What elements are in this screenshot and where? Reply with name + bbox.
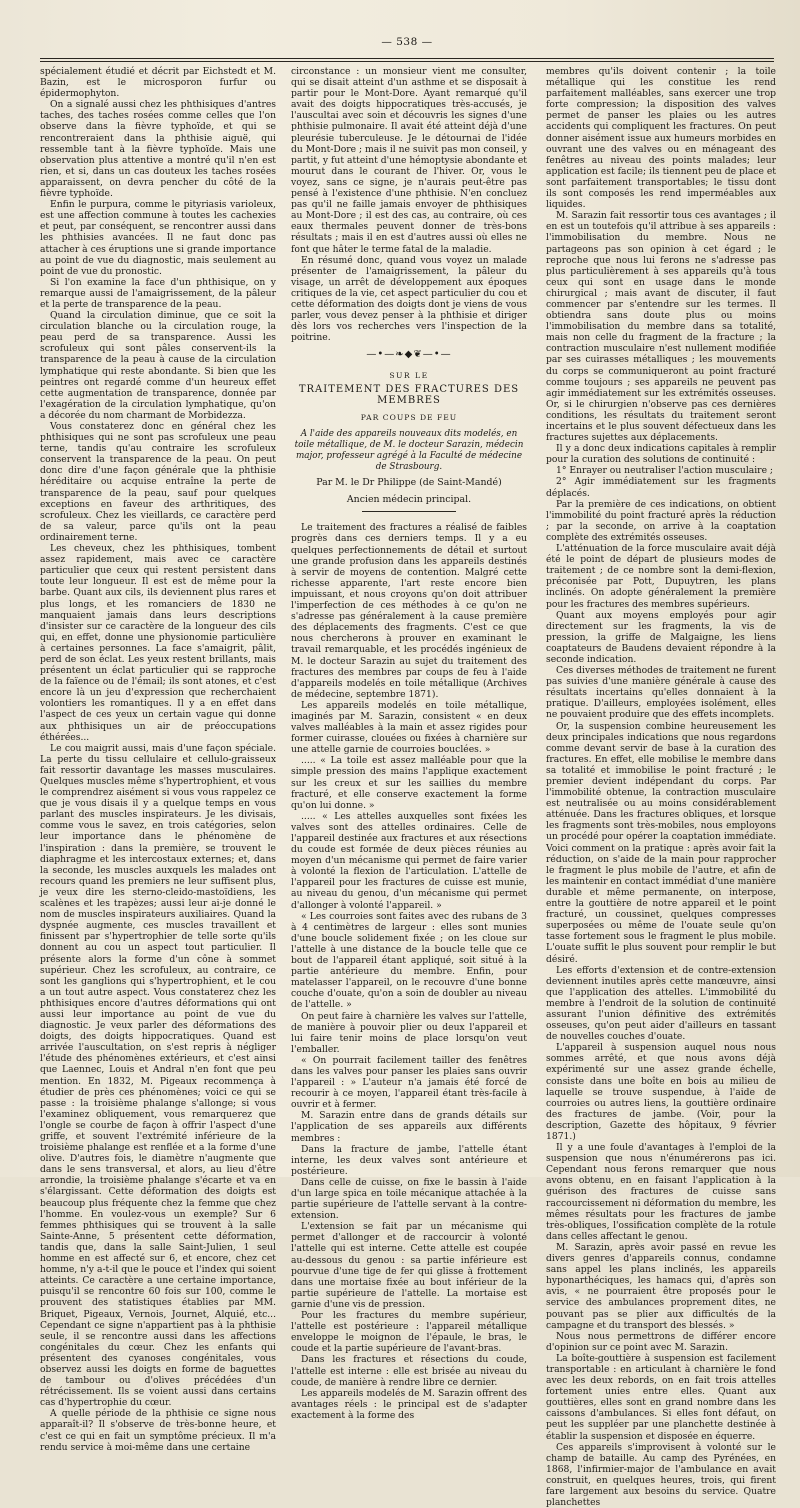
paragraph: Enfin le purpura, comme le pityriasis varioleux, est une affection commune à toutes les cachexies et peut, par conséquent, se rencontrer aussi dans les phthisies avancées. Il ne faut donc pas attacher à ces éruptions une si grande importance au point de vue du diagnostic, mais seulement au point de vue du pronostic. bbox=[40, 199, 276, 277]
paragraph: L'atténuation de la force musculaire avait déjà été le point de départ de plusieurs modes de traitement ; de ce nombre sont la demi-flexion, préconisée par Pott, Dupuytren, les plans inclinés. On adopte généralement la première pour les fractures des membres supérieurs. bbox=[546, 543, 776, 610]
paragraph: On a signalé aussi chez les phthisiques d'antres taches, des taches rosées comme celles que l'on observe dans la fièvre typhoïde, et qui se rencontreraient dans la phthisie aiguë, qui ressemble tant à la fièvre typhoïde. Mais une observation plus attentive a montré qu'il n'en est rien, et si, dans un cas douteux les taches rosées apparaissent, on devra pencher du côté de la fièvre typhoïde. bbox=[40, 99, 276, 200]
paragraph: spécialement étudié et décrit par Eichstedt et M. Bazin, est le microsporon furfur ou épidermophyton. bbox=[40, 66, 276, 100]
byline-rule bbox=[362, 511, 456, 512]
article-byline-role: Ancien médecin principal. bbox=[346, 494, 472, 506]
section-ornament: —•—❧◆❦—•— bbox=[366, 349, 452, 361]
paragraph: Il y a donc deux indications capitales à remplir pour la curation des solutions de continuité : bbox=[546, 443, 776, 466]
page-number: — 538 — bbox=[381, 36, 433, 48]
paragraph: Le traitement des fractures a réalisé de faibles progrès dans ces derniers temps. Il y a eu quelques perfectionnements de détail et surtout une grande profusion dans les appareils destinés à servir de moyens de contention. Malgré cette richesse apparente, l'art reste encore bien impuissant, et nous croyons qu'on doit attribuer l'imperfection de ces méthodes à ce qu'on ne s'adresse pas généralement à la cause première des déplacements des fragments. C'est ce que nous chercherons à prouver en examinant le travail remarquable, et les procédés ingénieux de M. le docteur Sarazin au sujet du traitement des fractures des membres par coups de feu à l'aide d'appareils modelés en toile métallique (Archives de médecine, septembre 1871). bbox=[291, 522, 527, 700]
column-middle-top bbox=[291, 66, 527, 343]
paragraph: 1° Enrayer ou neutraliser l'action musculaire ; bbox=[556, 465, 774, 477]
paragraph: Les cheveux, chez les phthisiques, tombent assez rapidement, mais avec ce caractère particulier que ceux qui restent persistent dans toute leur longueur. Il est est de même pour la barbe. Quant aux cils, ils deviennent plus rares et plus longs, et les romanciers de 1830 ne manquaient jamais dans leurs descriptions d'insister sur ce caractère de la longueur des cils qui, en effet, donne une physionomie particulière à certaines personnes. La face s'amaigrit, pâlit, perd de son éclat. Les yeux restent brillants, mais présentent un éclat particulier qui se rapproche de la faïence ou de l'émail; ils sont atones, et c'est encore là un jeu d'expression que recherchaient volontiers les romantiques. Il y a en effet dans l'aspect de ces yeux un certain vague qui donne aux phthisiques un air de préoccupations éthérées... bbox=[40, 543, 276, 743]
paragraph: Quand la circulation diminue, que ce soit la circulation blanche ou la circulation rouge, la peau perd de sa transparence. Aussi les scrofuleux qui sont pâles conservent-ils la transparence de la peau à cause de la circulation lymphatique qui reste abondante. Si bien que les peintres ont regardé comme d'un heureux effet cette augmentation de transparence, donnée par l'exagération de la circulation lymphatique, qu'on a décorée du nom charmant de Morbidezza. bbox=[40, 310, 276, 421]
paragraph: Les appareils modelés de M. Sarazin offrent des avantages réels : le principal est de s'adapter exactement à la forme des bbox=[291, 1387, 527, 1421]
paragraph: A quelle période de la phthisie ce signe nous apparaît-il? Il s'observe de très-bonne heure, et c'est ce qui en fait un symptôme précieux. Il m'a rendu service à moi-même dans une certaine bbox=[40, 1408, 276, 1453]
paragraph: « Les courroies sont faites avec des rubans de 3 à 4 centimètres de largeur : elles sont munies d'une boucle solidement fixée ; on les cloue sur l'attelle à une distance de la boucle telle que ce bout de l'appareil étant appliqué, soit situé à la partie antérieure du membre. Enfin, pour matelasser l'appareil, on le recouvre d'une bonne couche d'ouate, qu'on a soin de doubler au niveau de l'attelle. » bbox=[291, 910, 527, 1011]
paragraph: Vous constaterez donc en général chez les phthisiques qui ne sont pas scrofuleux une peau terne, tandis qu'au contraire les scrofuleux conservent la transparence de la peau. On peut donc dire d'une façon générale que la phthisie héréditaire ou acquise entraîne la perte de transparence de la peau, sauf pour quelques exceptions en faveur des arthritiques, des scrofuleux. Chez les vieillards, ce caractère perd de sa valeur, parce qu'ils ont la peau ordinairement terne. bbox=[40, 421, 276, 543]
column-right bbox=[546, 66, 776, 1508]
column-middle bbox=[291, 66, 527, 1421]
article-kicker: SUR LE bbox=[389, 371, 429, 381]
paragraph: L'appareil à suspension auquel nous nous sommes arrêté, et que nous avons déjà expérimenté sur une assez grande échelle, consiste dans une boîte en bois au milieu de laquelle se trouve suspendue, à l'aide de courroies ou autres liens, la gouttière ordinaire des fractures de jambe. (Voir, pour la description, Gazette des hôpitaux, 9 février 1871.) bbox=[546, 1042, 776, 1142]
paragraph: M. Sarazin fait ressortir tous ces avantages ; il en est un toutefois qu'il attribue à ses appareils : l'immobilisation du membre. Nous ne partageons pas son opinion à cet égard ; le reproche que nous lui ferons ne s'adresse pas plus particulièrement à ses appareils qu'à tous ceux qui sont en usage dans le monde chirurgical ; mais avant de discuter, il faut commencer par s'entendre sur les termes. Il obtiendra sans doute plus ou moins l'immobilisation du membre dans sa totalité, mais non celle du fragment de la fracture ; la contraction musculaire n'est nullement modifiée par ses cuirasses métalliques ; les mouvements du corps se communiqueront au point fracturé comme toujours ; ses appareils ne peuvent pas agir immédiatement sur les extrémités osseuses. Or, si le chirurgien n'observe pas ces dernières conditions, les résultats du traitement seront incertains et le plus souvent défectueux dans les fractures sujettes aux déplacements. bbox=[546, 210, 776, 444]
paragraph: ..... « La toile est assez malléable pour que la simple pression des mains l'applique exactement sur les creux et sur les saillies du membre fracturé, et elle conserve exactement la forme qu'on lui donne. » bbox=[291, 755, 527, 811]
paragraph: Or, la suspension combine heureusement les deux principales indications que nous regardons comme devant servir de base à la curation des fractures. En effet, elle mobilise le membre dans sa totalité et immobilise le point fracturé ; le premier devient indépendant du corps. Par l'immobilité obtenue, la contraction musculaire est neutralisée ou au moins considérablement atténuée. Dans les fractures obliques, et lorsque les fragments sont très-mobiles, nous employons un procédé pour opérer la coaptation immédiate. Voici comment on la pratique : après avoir fait la réduction, on s'aide de la main pour rapprocher le fragment le plus mobile de l'autre, et afin de les maintenir en contact immédiat d'une manière durable et même permanente, on interpose, entre la gouttière de notre appareil et le point fracturé, un coussinet, quelques compresses superposées ou même de l'ouate seule qu'on tasse fortement sous le fragment le plus mobile. L'ouate suffit le plus souvent pour remplir le but désiré. bbox=[546, 720, 776, 965]
paragraph: Les appareils modelés en toile métallique, imaginés par M. Sarazin, consistent « en deux valves malléables à la main et assez rigides pour former cuirasse, clouées ou fixées à charnière sur une attelle garnie de courroies bouclées. » bbox=[291, 699, 527, 756]
paragraph: M. Sarazin, après avoir passé en revue les divers genres d'appareils connus, condamne sans appel les plans inclinés, les appareils hyponarthéciques, les hamacs qui, d'après son avis, « ne pourraient être proposés pour le service des ambulances proprement dites, ne pouvant pas se plier aux difficultés de la campagne et du transport des blessés. » bbox=[546, 1241, 776, 1331]
paragraph: M. Sarazin entre dans de grands détails sur l'application de ses appareils aux différents membres : bbox=[291, 1110, 527, 1144]
column-left bbox=[40, 66, 276, 1453]
article-title: TRAITEMENT DES FRACTURES DES MEMBRES bbox=[298, 383, 520, 406]
paragraph: « On pourrait facilement tailler des fenêtres dans les valves pour panser les plaies sans ouvrir l'appareil : » L'auteur n'a jamais été forcé de recourir à ce moyen, l'appareil étant très-facile à ouvrir et à fermer. bbox=[291, 1054, 527, 1111]
paragraph: Pour les fractures du membre supérieur, l'attelle est postérieure : l'appareil métallique enveloppe le moignon de l'épaule, le bras, le coude et la partie supérieure de l'avant-bras. bbox=[291, 1310, 527, 1355]
paragraph: membres qu'ils doivent contenir ; la toile métallique qui les constitue les rend parfaitement malléables, sans exercer une trop forte compression; la disposition des valves permet de panser les plaies ou les autres accidents qui compliquent les fractures. On peut donner aisément issue aux humeurs morbides en ouvrant une des valves ou en ménageant des fenêtres au niveau des points malades; leur application est facile; ils tiennent peu de place et sont parfaitement transportables; le tissu dont ils sont composés les rend imperméables aux liquides. bbox=[546, 66, 776, 211]
paragraph: Dans celle de cuisse, on fixe le bassin à l'aide d'un large spica en toile mécanique attachée à la partie supérieure de l'attelle servant à la contre-extension. bbox=[291, 1176, 527, 1222]
paragraph: Il y a une foule d'avantages à l'emploi de la suspension que nous n'énumérerons pas ici. Cependant nous ferons remarquer que nous avons obtenu, en en faisant l'application à la guérison des fractures de cuisse sans raccourcissement ni déformation du membre, les mêmes résultats pour les fractures de jambe très-obliques, l'ossification complète de la rotule dans celles affectant le genou. bbox=[546, 1142, 776, 1242]
paragraph: On peut faire à charnière les valves sur l'attelle, de manière à pouvoir plier ou deux l'appareil et lui faire tenir moins de place lorsqu'on veut l'emballer. bbox=[291, 1010, 527, 1055]
paragraph: L'extension se fait par un mécanisme qui permet d'allonger et de raccourcir à volonté l'attelle qui est interne. Cette attelle est coupée au-dessous du genou : sa partie inférieure est pourvue d'une tige de fer qui glisse à frottement dans une mortaise fixée au bout inférieur de la partie supérieure de l'attelle. La mortaise est garnie d'une vis de pression. bbox=[291, 1221, 527, 1310]
paragraph: En résumé donc, quand vous voyez un malade présenter de l'amaigrissement, la pâleur du visage, un arrêt de développement aux époques critiques de la vie, cet aspect particulier du cou et cette déformation des doigts dont je viens de vous parler, vous devez penser à la phthisie et diriger dès lors vos recherches vers l'inspection de la poitrine. bbox=[291, 254, 527, 344]
paragraph: 2° Agir immédiatement sur les fragments déplacés. bbox=[546, 476, 776, 499]
article-description: A l'aide des appareils nouveaux dits modelés, en toile métallique, de M. le docteur Sarazin, médecin major, professeur agrégé à la Faculté de médecine de Strasbourg. bbox=[294, 428, 524, 473]
paragraph: Le cou maigrit aussi, mais d'une façon spéciale. La perte du tissu cellulaire et cellulo-graisseux fait ressortir davantage les masses musculaires. Quelques muscles même s'hypertrophient, et vous le comprendrez aisément si vous vous rappelez ce que je vous disais il y a quelque temps en vous parlant des muscles inspirateurs. Je les divisais, comme vous le savez, en trois catégories, selon leur importance dans le phénomène de l'inspiration : dans la première, se trouvent le diaphragme et les intercostaux externes; et, dans la seconde, les muscles auxquels les malades ont recours quand les premiers ne leur suffisent plus, je veux dire les sterno-cleido-mastoïdiens, les scalènes et les trapèzes; aussi leur ai-je donné le nom de muscles inspirateurs auxiliaires. Quand la dyspnée augmente, ces muscles travaillent et finissent par s'hypertrophier de telle sorte qu'ils donnent au cou un aspect tout particulier. Il présente alors la forme d'un cône à sommet supérieur. Chez les scrofuleux, au contraire, ce sont les ganglions qui s'hypertrophient, et le cou a un tout autre aspect. Vous constaterez chez les phthisiques encore d'autres déformations qui ont aussi leur importance au point de vue du diagnostic. Je veux parler des déformations des doigts, des doigts hippocratiques. Quand est arrivée l'auscultation, on s'est repris à négliger l'étude des phénomènes extérieurs, et c'est ainsi que Laennec, Louis et Andral n'en font que peu mention. En 1832, M. Pigeaux recommença à étudier de près ces phénomènes; voici ce qui se passe : la troisième phalange s'allonge; si vous l'examinez obliquement, vous remarquerez que l'ongle se courbe de façon à offrir l'aspect d'une griffe, et souvent l'extrémité inférieure de la troisième phalange est renflée et a la forme d'une olive. D'autres fois, le diamètre n'augmente que dans le sens transversal, et alors, au lieu d'être arrondie, la troisième phalange s'écarte et va en s'élargissant. Cette déformation des doigts est beaucoup plus fréquente chez la femme que chez l'homme. En voulez-vous un exemple? Sur 6 femmes phthisiques qui se trouvent à la salle Sainte-Anne, 5 présentent cette déformation, tandis que, dans la salle Saint-Julien, 1 seul homme en est affecté sur 6, et encore, chez cet homme, n'y a-t-il que le pouce et l'index qui soient atteints. Ce caractère a une certaine importance, puisqu'il se rencontre 60 fois sur 100, comme le prouvent des statistiques établies par MM. Briquet, Pigeaux, Vernois, Journet, Alquié, etc... Cependant ce signe n'appartient pas à la phthisie seule, il se rencontre aussi dans les affections congénitales du cœur. Chez les enfants qui présentent des cyanoses congénitales, vous observez aussi les doigts en forme de baguettes de tambour ou d'olives précédées d'un rétrécissement. Ils se voient aussi dans certains cas d'hypertrophie du cœur. bbox=[40, 742, 276, 1409]
paragraph: Si l'on examine la face d'un phthisique, on y remarque aussi de l'amaigrissement, de la pâleur et la perte de transparence de la peau. bbox=[40, 276, 276, 310]
paragraph: Dans la fracture de jambe, l'attelle étant interne, les deux valves sont antérieure et postérieure. bbox=[291, 1143, 527, 1177]
paragraph: Dans les fractures et résections du coude, l'attelle est interne : elle est brisée au niveau du coude, de manière à rendre libre ce dernier. bbox=[291, 1354, 527, 1388]
paragraph: ..... « Les attelles auxquelles sont fixées les valves sont des attelles ordinaires. Celle de l'appareil destinée aux fractures et aux résections du coude est formée de deux pièces réunies au moyen d'un mécanisme qui permet de faire varier à volonté la flexion de l'articulation. L'attelle de l'appareil pour les fractures de cuisse est munie, au niveau du genou, d'un mécanisme qui permet d'allonger à volonté l'appareil. » bbox=[291, 810, 527, 911]
paragraph: Ces diverses méthodes de traitement ne furent pas suivies d'une manière générale à cause des résultats incertains qu'elles donnaient à la pratique. D'ailleurs, employées isolément, elles ne pouvaient produire que des effets incomplets. bbox=[546, 665, 776, 721]
article-subtitle: PAR COUPS DE FEU bbox=[360, 412, 458, 422]
paragraph: Les efforts d'extension et de contre-extension deviennent inutiles après cette manœuvre, ainsi que l'application des attelles. L'immobilité du membre à l'endroit de la solution de continuité assurant l'union définitive des extrémités osseuses, qu'on peut aider d'ailleurs en tassant de nouvelles couches d'ouate. bbox=[546, 964, 776, 1043]
paragraph: Par la première de ces indications, on obtient l'immobilité du point fracturé après la réduction ; par la seconde, on arrive à la coaptation complète des extrémités osseuses. bbox=[546, 498, 776, 543]
paragraph: Ces appareils s'improvisent à volonté sur le champ de bataille. Au camp des Pyrénées, en 1868, l'infirmier-major de l'ambulance en avait construit, en quelques heures, trois, qui firent fare largement aux besoins du service. Quatre planchettes bbox=[546, 1441, 776, 1508]
paragraph: circonstance : un monsieur vient me consulter, qui se disait atteint d'un asthme et se disposait à partir pour le Mont-Dore. Ayant remarqué qu'il avait des doigts hippocratiques très-accusés, je l'auscultai avec soin et découvris les signes d'une phthisie pulmonaire. Il avait été atteint déjà d'une pleurésie tuberculeuse. Je le détournai de l'idée du Mont-Dore ; mais il ne suivit pas mon conseil, y partit, y fut atteint d'une hémoptysie abondante et mourut dans le courant de l'hiver. Or, vous le voyez, sans ce signe, je n'aurais peut-être pas pensé à l'existence d'une phthisie. N'en concluez pas qu'il ne faille jamais envoyer de phthisiques au Mont-Dore ; il est des cas, au contraire, où ces eaux thermales peuvent donner de très-bons résultats ; mais il en est d'autres aussi où elles ne font que hâter le terme fatal de la maladie. bbox=[291, 66, 527, 255]
paragraph: Nous nous permettrons de différer encore d'opinion sur ce point avec M. Sarazin. bbox=[546, 1330, 776, 1353]
paragraph: Quant aux moyens employés pour agir directement sur les fragments, la vis de pression, la griffe de Malgaigne, les liens coaptateurs de Baudens devaient répondre à la seconde indication. bbox=[546, 609, 776, 665]
paragraph: La boîte-gouttière à suspension est facilement transportable : en articulant à charnière le fond avec les deux rebords, on en fait trois attelles fortement unies entre elles. Quant aux gouttières, elles sont en grand nombre dans les caissons d'ambulances. Si elles font défaut, on peut les suppléer par une planchette destinée à établir la suspension et disposée en équerre. bbox=[546, 1352, 776, 1442]
header-rule bbox=[40, 58, 774, 62]
column-middle-bottom bbox=[291, 522, 527, 1421]
article-byline: Par M. le Dr Philippe (de Saint-Mandé) bbox=[316, 477, 502, 489]
